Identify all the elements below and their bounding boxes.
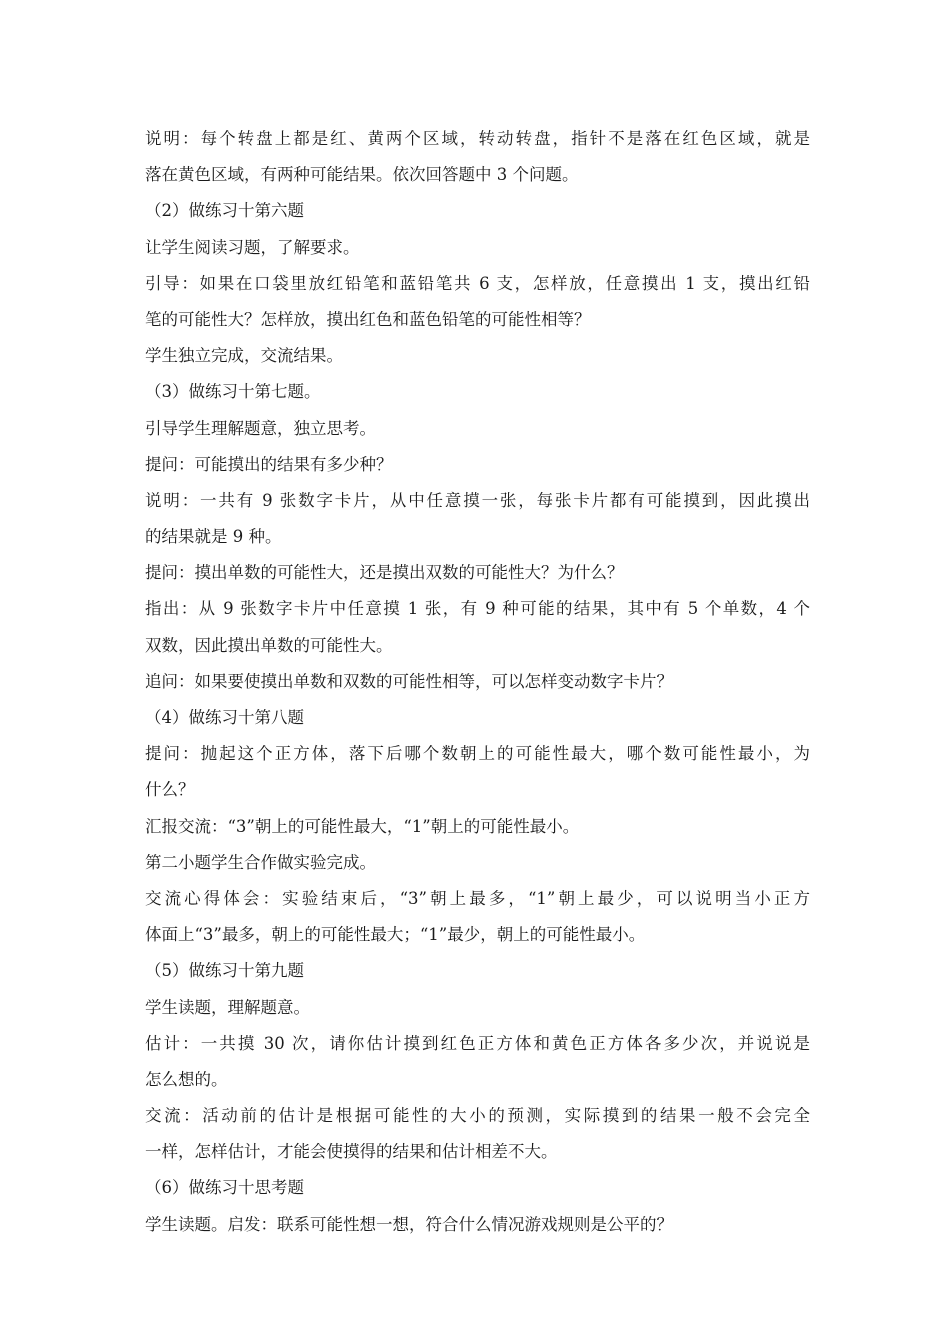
- paragraph: [145, 1207, 810, 1243]
- paragraph: [145, 809, 810, 845]
- section-heading: [145, 700, 810, 736]
- text-line: 双数，因此摸出单数的可能性大。: [145, 635, 393, 655]
- text-line: 引导学生理解题意，独立思考。: [145, 418, 376, 438]
- document-body: [145, 121, 810, 1243]
- text-line: （4）做练习十第八题: [145, 708, 304, 727]
- text-line: 体面上“3”最多，朝上的可能性最大；“1”最少，朝上的可能性最小。: [145, 925, 646, 945]
- text-line: 笔的可能性大？怎样放，摸出红色和蓝色铅笔的可能性相等？: [145, 309, 591, 329]
- text-line: （5）做练习十第九题: [145, 961, 304, 981]
- text-line: 什么？: [145, 780, 195, 800]
- text-line: 说明：一共有 9 张数字卡片，从中任意摸一张，每张卡片都有可能摸到，因此摸出: [145, 490, 810, 510]
- text-line: 交流：活动前的估计是根据可能性的大小的预测，实际摸到的结果一般不会完全: [145, 1106, 810, 1126]
- text-line: 第二小题学生合作做实验完成。: [145, 852, 376, 872]
- paragraph: [145, 990, 810, 1026]
- text-line: 汇报交流：“3”朝上的可能性最大，“1”朝上的可能性最小。: [145, 816, 580, 836]
- paragraph: [145, 338, 810, 374]
- text-line: 说明：每个转盘上都是红、黄两个区域，转动转盘，指针不是落在红色区域，就是: [145, 129, 810, 148]
- section-heading: [145, 374, 810, 410]
- text-line: 提问：摸出单数的可能性大，还是摸出双数的可能性大？为什么？: [145, 563, 624, 583]
- text-line: 提问：抛起这个正方体，落下后哪个数朝上的可能性最大，哪个数可能性最小，为: [145, 744, 810, 764]
- paragraph: [145, 881, 810, 953]
- paragraph: [145, 664, 810, 700]
- text-line: 追问：如果要使摸出单数和双数的可能性相等，可以怎样变动数字卡片？: [145, 671, 673, 691]
- text-line: 学生读题，理解题意。: [145, 997, 310, 1017]
- paragraph: [145, 1098, 810, 1170]
- text-line: 怎么想的。: [145, 1069, 228, 1089]
- paragraph: [145, 447, 810, 483]
- paragraph: [145, 230, 810, 266]
- text-line: （6）做练习十思考题: [145, 1178, 304, 1198]
- section-heading: [145, 193, 810, 229]
- text-line: 指出：从 9 张数字卡片中任意摸 1 张，有 9 种可能的结果，其中有 5 个单数，4 个: [145, 599, 810, 619]
- paragraph: [145, 736, 810, 808]
- text-line: 引导：如果在口袋里放红铅笔和蓝铅笔共 6 支，怎样放，任意摸出 1 支，摸出红铅: [145, 273, 810, 293]
- text-line: （2）做练习十第六题: [145, 201, 304, 221]
- paragraph: [145, 121, 810, 193]
- text-line: 学生独立完成，交流结果。: [145, 346, 343, 366]
- text-line: （3）做练习十第七题。: [145, 382, 321, 402]
- text-line: 让学生阅读习题，了解要求。: [145, 237, 360, 257]
- section-heading: [145, 953, 810, 989]
- text-line: 一样，怎样估计，才能会使摸得的结果和估计相差不大。: [145, 1142, 558, 1162]
- text-line: 估计：一共摸 30 次，请你估计摸到红色正方体和黄色正方体各多少次，并说说是: [145, 1033, 810, 1053]
- paragraph: [145, 266, 810, 338]
- text-line: 落在黄色区域，有两种可能结果。依次回答题中 3 个问题。: [145, 165, 579, 185]
- text-line: 学生读题。启发：联系可能性想一想，符合什么情况游戏规则是公平的？: [145, 1214, 673, 1234]
- paragraph: [145, 555, 810, 591]
- paragraph: [145, 1026, 810, 1098]
- paragraph: [145, 845, 810, 881]
- text-line: 的结果就是 9 种。: [145, 527, 282, 547]
- paragraph: [145, 591, 810, 663]
- text-line: 交流心得体会：实验结束后，“3”朝上最多，“1”朝上最少，可以说明当小正方: [145, 888, 810, 908]
- text-line: 提问：可能摸出的结果有多少种？: [145, 454, 393, 474]
- section-heading: [145, 1170, 810, 1206]
- paragraph: [145, 411, 810, 447]
- paragraph: [145, 483, 810, 555]
